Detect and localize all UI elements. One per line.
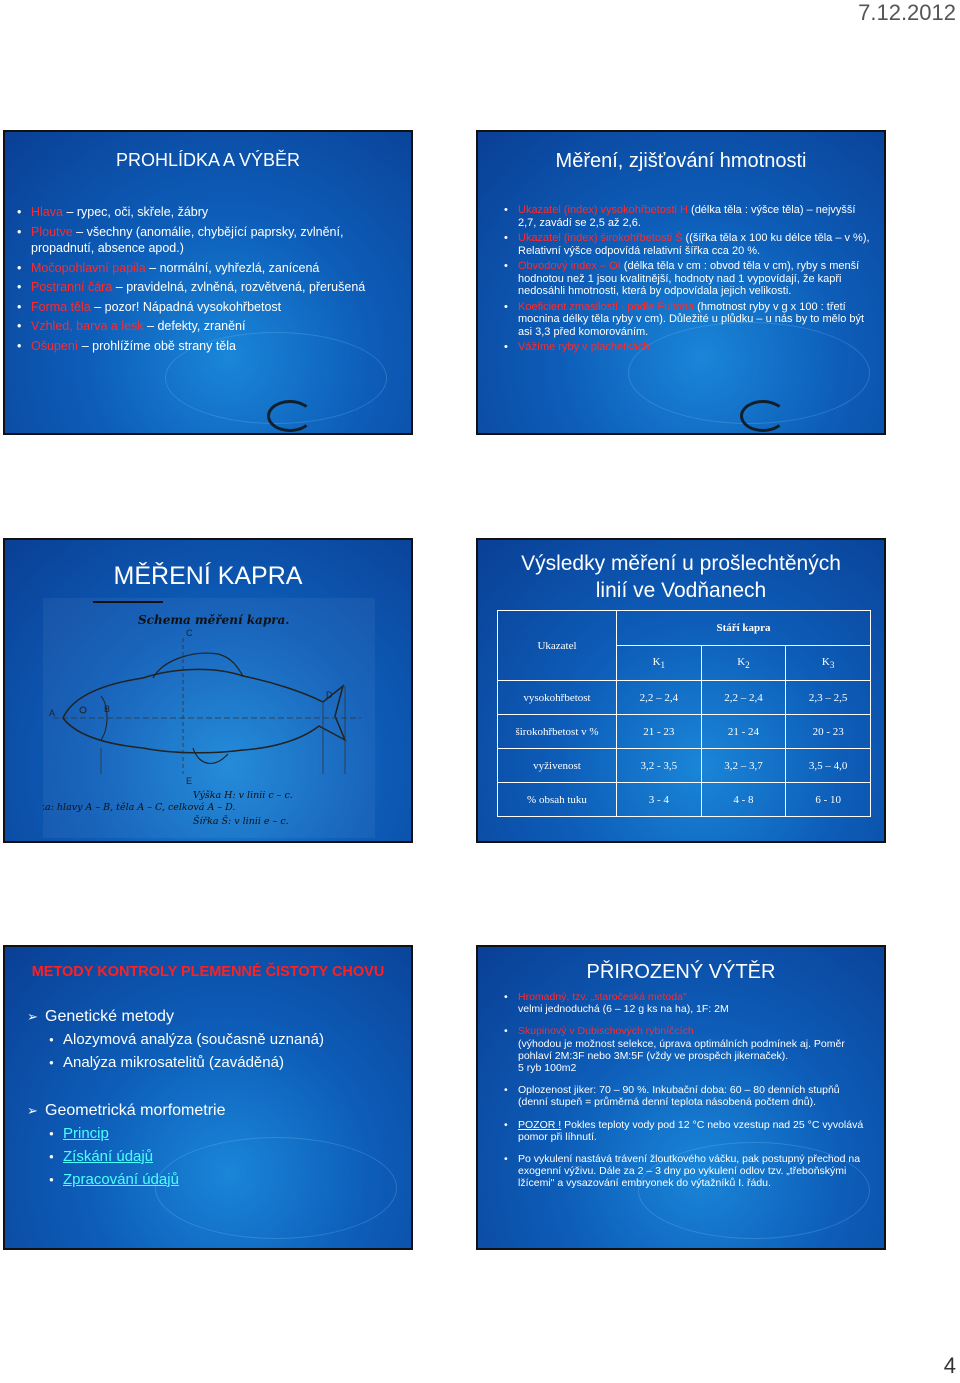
spawning-info — [502, 991, 872, 1200]
table-cell: 4 - 8 — [701, 783, 786, 817]
slide-breed-purity-methods — [3, 945, 413, 1250]
list-item: • Vzhled, barva a lesk – defekty, zranění — [15, 318, 400, 335]
row-label: vysokohřbetost — [498, 681, 617, 715]
row-label: vyživenost — [498, 749, 617, 783]
point-e-label: E — [186, 776, 193, 786]
list-item: • Oplozenost jiker: 70 – 90 %. Inkubační doba: 60 – 80 denních stupňů (denní stupeň = průměrná denní teplota násobená počtem dnů). — [502, 1084, 872, 1108]
slide-measurement-weight — [476, 130, 886, 435]
slide-title: PŘIROZENÝ VÝTĚR — [586, 961, 776, 983]
slide-carp-measurement — [3, 538, 413, 843]
legend-length: Délka: hlavy A – B, těla A – C, celková A – D. — [43, 802, 236, 813]
table-cell: 3,2 – 3,7 — [701, 749, 786, 783]
table-header-row — [498, 611, 871, 646]
table-cell: 6 - 10 — [786, 783, 871, 817]
scheme-title: Schema měření kapra. — [138, 613, 290, 627]
list-item: ● Analýza mikrosatelitů (zaváděná) — [27, 1051, 407, 1074]
point-b-label: B — [104, 704, 111, 714]
point-c-label: C — [186, 628, 193, 638]
slide-title: Měření, zjišťování hmotnosti — [555, 150, 807, 172]
carp-scheme-figure — [43, 598, 375, 838]
point-a-label: A — [49, 708, 56, 718]
slide-inspection-selection — [3, 130, 413, 435]
list-item: • Ukazatel (index) vysokohřbetosti H (délka těla : výšce těla) – nejvyšší 2,7, zavádí se 2,5 až 2,6. — [502, 204, 874, 229]
header-age: Stáří kapra — [617, 611, 871, 646]
table-cell: 3,2 - 3,5 — [617, 749, 702, 783]
data-acquisition-link-item — [27, 1145, 407, 1168]
page-date: 7.12.2012 — [858, 0, 956, 25]
table-row — [498, 715, 871, 749]
table-cell: 21 - 23 — [617, 715, 702, 749]
swirl-logo-icon — [740, 400, 786, 432]
list-item: • Obvodový index – OI (délka těla v cm : obvod těla v cm), ryby s menší hodnotou než 1 jsou kvalitnější, hodnoty nad 1 vypovídají, že kapři nedosáhli hmotnosti, která by odpovídala jejich velikosti. — [502, 260, 874, 298]
list-item: • POZOR ! Pokles teploty vody pod 12 °C nebo vzestup nad 25 °C vyvolává pomor při líhnutí. — [502, 1119, 872, 1143]
principle-link-item — [27, 1122, 407, 1145]
genetic-methods-list — [27, 1005, 407, 1074]
table-row — [498, 749, 871, 783]
table-row — [498, 783, 871, 817]
title-line-1: Výsledky měření u prošlechtěných — [521, 552, 841, 575]
legend-width: Šířka Š: v linii e – c. — [193, 816, 289, 827]
table-cell: 20 - 23 — [786, 715, 871, 749]
slide-results-vodnany — [476, 538, 886, 843]
results-table — [497, 610, 871, 817]
list-item: • Postranní čára – pravidelná, zvlněná, rozvětvená, přerušená — [15, 279, 400, 296]
header-k2: $K_2$ — [701, 646, 786, 681]
list-item: • Močopohlavní papila – normální, vyhřezlá, zanícená — [15, 260, 400, 277]
principle-link[interactable]: Princip — [63, 1125, 109, 1142]
header-k3: $K_3$ — [786, 646, 871, 681]
slide-title: MĚŘENÍ KAPRA — [113, 562, 303, 590]
table-cell: 3,5 – 4,0 — [786, 749, 871, 783]
slide-natural-spawning — [476, 945, 886, 1250]
table-cell: 3 - 4 — [617, 783, 702, 817]
header-k1: $K_1$ — [617, 646, 702, 681]
list-item: • Ošupení – prohlížíme obě strany těla — [15, 338, 400, 355]
slide-title — [478, 550, 884, 604]
point-d-label: D — [326, 690, 333, 700]
table-cell: 21 - 24 — [701, 715, 786, 749]
data-acquisition-link[interactable]: Získání údajů — [63, 1148, 154, 1165]
legend-height: Výška H: v linii c – c. — [193, 790, 293, 801]
slide-title: METODY KONTROLY PLEMENNÉ ČISTOTY CHOVU — [31, 964, 385, 980]
list-item: • Hlava – rypec, oči, skřele, žábry — [15, 204, 400, 221]
list-item: ● Alozymová analýza (současně uznaná) — [27, 1028, 407, 1051]
table-cell: 2,2 – 2,4 — [617, 681, 702, 715]
genetic-methods-heading: ➢ Genetické metody — [27, 1005, 407, 1028]
table-row — [498, 681, 871, 715]
list-item: • Ploutve – všechny (anomálie, chybějící paprsky, zvlnění, propadnutí, absence apod.) — [15, 224, 400, 257]
page-number: 4 — [943, 1353, 956, 1378]
data-processing-link-item — [27, 1168, 407, 1191]
row-label: % obsah tuku — [498, 783, 617, 817]
geometric-methods-heading: ➢ Geometrická morfometrie — [27, 1099, 407, 1122]
list-item: • Forma těla – pozor! Nápadná vysokohřbetost — [15, 299, 400, 316]
measurement-list — [502, 204, 874, 357]
list-item: • Hromadný, tzv. „staročeská metoda" velmi jednoduchá (6 – 12 g ks na ha), 1F: 2M — [502, 991, 872, 1015]
table-cell: 2,3 – 2,5 — [786, 681, 871, 715]
data-processing-link[interactable]: Zpracování údajů — [63, 1171, 179, 1188]
inspection-list — [15, 204, 400, 357]
list-item: • Ukazatel (index) širokohřbetosti Š ((šířka těla x 100 ku délce těla – v %), Relativní výšce odpovídá relativní šířka cca 20 %. — [502, 232, 874, 257]
header-indicator: Ukazatel — [498, 611, 617, 681]
row-label: širokohřbetost v % — [498, 715, 617, 749]
title-line-2: linií ve Vodňanech — [595, 579, 767, 602]
list-item: • Vážíme ryby v plachetkách. — [502, 341, 874, 354]
list-item: • Koeficient zmasilosti - podle Fultona (hmotnost ryby v g x 100 : třetí mocnina délky těla ryby v cm). Důležité u plůdku – u nás by to mělo být asi 3,3 před komorováním. — [502, 301, 874, 339]
geometric-methods-list — [27, 1099, 407, 1191]
slide-title: PROHLÍDKA A VÝBĚR — [115, 150, 301, 170]
table-cell: 2,2 – 2,4 — [701, 681, 786, 715]
carp-scheme-drawing — [43, 598, 375, 838]
swirl-logo-icon — [267, 400, 313, 432]
list-item: • Skupinový v Dubischových rybníčcích (výhodou je možnost selekce, úprava optimálních podmínek aj. Poměr pohlaví 2M:3F nebo 3M:5F (vždy ve prospěch jikernaček). 5 ryb 100m2 — [502, 1025, 872, 1074]
list-item: • Po vykulení nastává trávení žloutkového váčku, pak postupný přechod na exogenní výživu. Dále za 2 – 3 dny po vykulení odlov tzv. „třeboňskými lžícemi" a vysazování embryonek do výtažníků I. řádu. — [502, 1153, 872, 1190]
